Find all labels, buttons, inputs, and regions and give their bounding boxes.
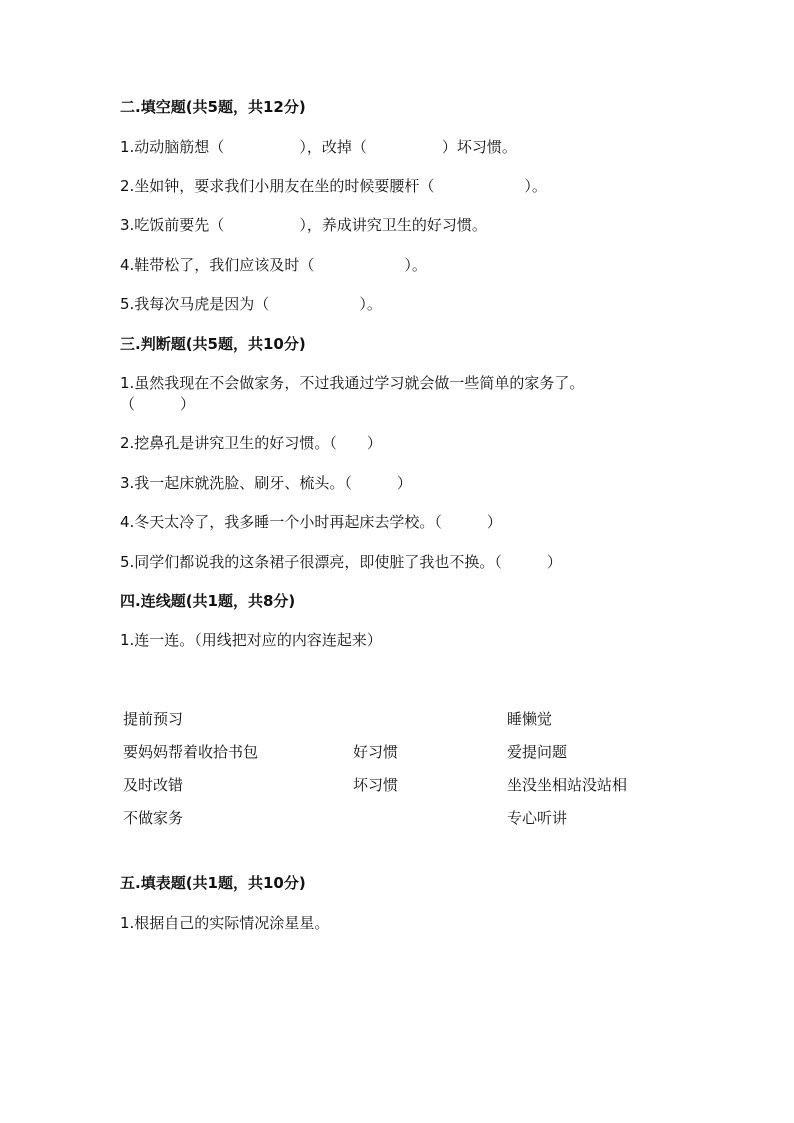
fill-blank-question-4: 4.鞋带松了，我们应该及时（ ）。 xyxy=(120,256,427,274)
section-heading-matching: 四.连线题(共1题，共8分) xyxy=(120,592,296,610)
matching-left-item: 要妈妈帮着收拾书包 xyxy=(123,743,259,761)
judge-question-5: 5.同学们都说我的这条裙子很漂亮，即使脏了我也不换。（ ） xyxy=(120,553,562,571)
fill-blank-question-1: 1.动动脑筋想（ ），改掉（ ）坏习惯。 xyxy=(120,138,517,156)
matching-right-item: 爱提问题 xyxy=(507,743,568,761)
table-fill-question-1: 1.根据自己的实际情况涂星星。 xyxy=(120,914,330,932)
matching-question-1: 1.连一连。（用线把对应的内容连起来） xyxy=(120,631,382,649)
section-heading-judge: 三.判断题(共5题，共10分) xyxy=(120,335,306,353)
matching-right-item: 专心听讲 xyxy=(507,809,568,827)
judge-question-2: 2.挖鼻孔是讲究卫生的好习惯。（ ） xyxy=(120,434,382,452)
matching-left-item: 及时改错 xyxy=(123,776,184,794)
section-heading-fill-blank: 二.填空题(共5题，共12分) xyxy=(120,98,306,116)
judge-question-4: 4.冬天太冷了，我多睡一个小时再起床去学校。（ ） xyxy=(120,513,502,531)
matching-middle-item: 好习惯 xyxy=(353,743,399,761)
fill-blank-question-5: 5.我每次马虎是因为（ ）。 xyxy=(120,295,382,313)
fill-blank-question-3: 3.吃饭前要先（ ），养成讲究卫生的好习惯。 xyxy=(120,216,487,234)
judge-question-1: 1.虽然我现在不会做家务，不过我通过学习就会做一些简单的家务了。 xyxy=(120,374,585,392)
matching-right-item: 睡懒觉 xyxy=(507,710,553,728)
fill-blank-question-2: 2.坐如钟，要求我们小朋友在坐的时候要腰杆（ ）。 xyxy=(120,177,547,195)
judge-question-1-bracket: （ ） xyxy=(120,395,196,413)
matching-middle-item: 坏习惯 xyxy=(353,776,399,794)
judge-question-3: 3.我一起床就洗脸、刷牙、梳头。（ ） xyxy=(120,474,412,492)
matching-right-item: 坐没坐相站没站相 xyxy=(507,776,628,794)
section-heading-table-fill: 五.填表题(共1题，共10分) xyxy=(120,874,306,892)
matching-left-item: 提前预习 xyxy=(123,710,184,728)
matching-left-item: 不做家务 xyxy=(123,809,184,827)
